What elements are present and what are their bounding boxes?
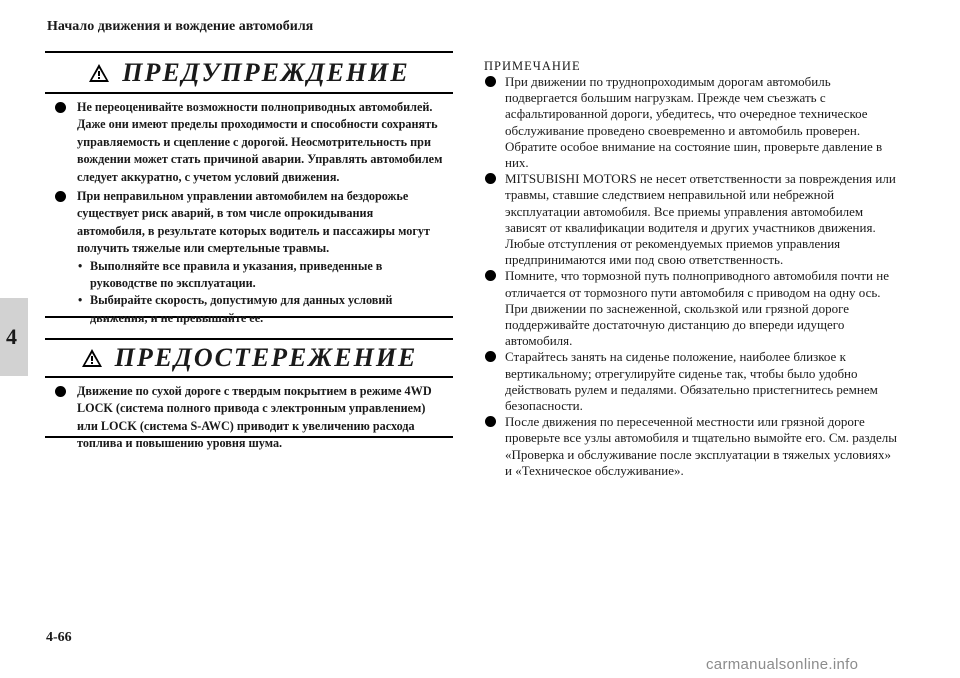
bullet-dot-icon — [485, 173, 496, 184]
watermark-text[interactable]: carmanualsonline.info — [706, 656, 859, 673]
page-header: Начало движения и вождение автомобиля — [47, 19, 314, 34]
warning-sublist — [77, 258, 443, 328]
warning-item — [55, 188, 443, 327]
warning-subitem-text: Выбирайте скорость, допустимую для данных условий движения, и не превышайте ее. — [90, 293, 393, 325]
note-item — [484, 349, 899, 414]
bullet-dot-icon — [485, 351, 496, 362]
warning-item — [55, 99, 443, 186]
warning-body — [45, 94, 453, 327]
small-bullet-icon: • — [78, 293, 83, 308]
warning-title-bar — [45, 53, 453, 94]
note-section — [484, 58, 899, 479]
warning-item-text: При неправильном управлении автомобилем на бездорожье существует риск аварий, в том числе опрокидывания автомобиля, в результате которых водитель и пассажиры могут получить тяжелые или смертельные травмы. — [77, 189, 430, 256]
bullet-dot-icon — [55, 386, 66, 397]
page-number: 4-66 — [46, 630, 72, 645]
note-item — [484, 74, 899, 171]
note-item-text: MITSUBISHI MOTORS не несет ответственности за повреждения или травмы, ставшие следствием неправильной или небрежной эксплуатации автомобиля. Все приемы управления автомобилем зависят от квалификации водителя и других участников движения. Любые отступления от рекомендуемых приемов управления предпринимаются ими под свою ответственность. — [505, 171, 896, 268]
note-title: ПРИМЕЧАНИЕ — [484, 59, 581, 73]
warning-box — [45, 51, 453, 325]
bullet-dot-icon — [485, 76, 496, 87]
small-bullet-icon: • — [78, 258, 83, 273]
warning-subitem — [77, 258, 443, 293]
warning-item-text: Не переоценивайте возможности полноприводных автомобилей. Даже они имеют пределы проходимости и способности сохранять управляемость и сцепление с дорогой. Неосмотрительность при вождении может стать причиной аварии. Управлять автомобилем следует аккуратно, с учетом условий движения. — [77, 100, 443, 184]
chapter-tab — [0, 298, 28, 376]
warning-subitem — [77, 292, 443, 327]
warning-title: ПРЕДУПРЕЖДЕНИЕ — [122, 57, 410, 87]
caution-title-bar — [45, 340, 453, 378]
caution-box — [45, 338, 453, 451]
note-item-text: После движения по пересеченной местности или грязной дороге проверьте все узлы автомобиля и тщательно вымойте его. См. разделы «Проверка и обслуживание после эксплуатации в тяжелых условиях» и «Техническое обслуживание». — [505, 414, 898, 478]
note-item-text: Старайтесь занять на сиденье положение, наиболее близкое к вертикальному; отрегулируйте сиденье так, чтобы было удобно действовать рулем и педалями. Обязательно пристегнитесь ремнем безопасности. — [505, 349, 878, 414]
chapter-number: 4 — [6, 324, 17, 349]
note-item — [484, 414, 899, 479]
note-item-text: При движении по труднопроходимым дорогам автомобиль подвергается большим нагрузкам. Прежде чем съезжать с асфальтированной дороги, убедитесь, что очередное техническое обслуживание проведено своевременно и автомобиль проверен. Обратите особое внимание на состояние шин, проверьте давление в них. — [505, 74, 883, 171]
caution-title: ПРЕДОСТЕРЕЖЕНИЕ — [114, 343, 418, 372]
warning-triangle-icon — [81, 348, 103, 368]
bullet-dot-icon — [55, 102, 66, 113]
bullet-dot-icon — [55, 191, 66, 202]
warning-triangle-icon — [88, 63, 110, 83]
caution-body — [45, 378, 453, 453]
caution-item — [55, 383, 443, 453]
bullet-dot-icon — [485, 416, 496, 427]
note-item — [484, 268, 899, 349]
warning-subitem-text: Выполняйте все правила и указания, приведенные в руководстве по эксплуатации. — [90, 258, 383, 291]
note-item-text: Помните, что тормозной путь полноприводного автомобиля почти не отличается от тормозного пути автомобиля с приводом на одну ось. При движении по заснеженной, скользкой или грязной дороге поддерживайте достаточную дистанцию до впереди идущего автомобиля. — [505, 268, 889, 349]
note-item — [484, 171, 899, 268]
caution-item-text: Движение по сухой дороге с твердым покрытием в режиме 4WD LOCK (система полного привода с электронным управлением) или LOCK (система S-AWC) приводит к увеличению расхода топлива и повышению уровня шума. — [77, 384, 432, 451]
bullet-dot-icon — [485, 270, 496, 281]
